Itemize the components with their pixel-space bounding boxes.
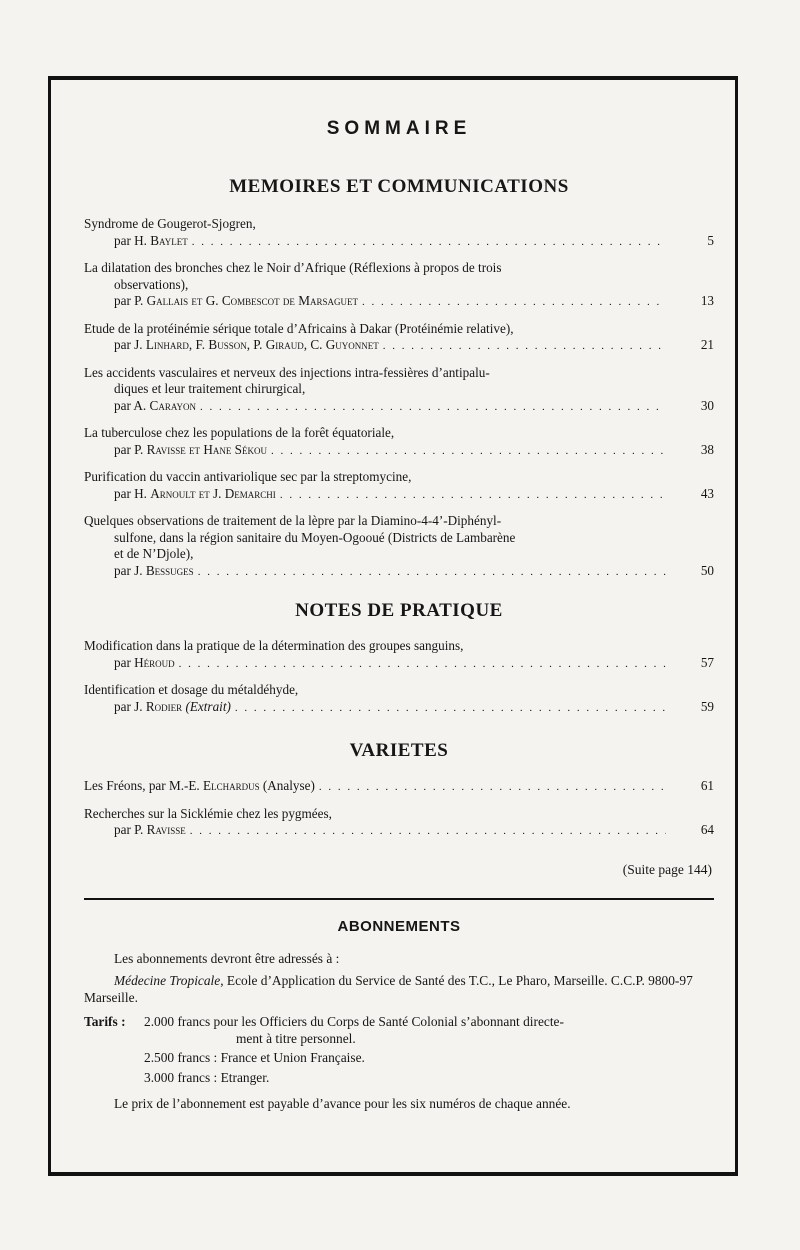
entry-by: par J. — [114, 698, 146, 714]
suite-note: (Suite page 144) — [622, 861, 712, 877]
tarif-officiers-continued: ment à titre personnel. — [236, 1030, 356, 1046]
abonnements-intro: Les abonnements devront être adressés à : — [114, 950, 340, 966]
toc-entry — [84, 513, 714, 580]
toc-entry — [84, 260, 714, 311]
entry-authors: Carayon — [149, 397, 197, 413]
entry-by: Les Fréons, par M.-E. — [84, 778, 204, 793]
entry-authors: Linhard, F. Busson, P. Giraud, C. Guyonnet — [145, 337, 379, 352]
leader-dots — [271, 443, 666, 460]
entry-by: par A. — [114, 397, 150, 413]
toc-entry — [84, 425, 714, 459]
entry-title-continued: diques et leur traitement chirurgical, — [114, 381, 306, 396]
entry-title: Purification du vaccin antivariolique sec par la streptomycine, — [84, 469, 412, 484]
tarif-etranger: 3.000 francs : Etranger. — [144, 1069, 270, 1085]
sommaire-content — [84, 116, 714, 1113]
leader-dots — [198, 564, 666, 581]
entry-title: Modification dans la pratique de la détermination des groupes sanguins, — [84, 638, 464, 653]
entry-page-number: 38 — [700, 441, 714, 457]
tarif-officiers: 2.000 francs pour les Officiers du Corps de Santé Colonial s’abonnant directe- — [144, 1014, 564, 1029]
entry-page-number: 13 — [700, 293, 714, 308]
entry-by: par — [114, 654, 135, 670]
entry-authors: Rodier — [145, 698, 183, 714]
toc-entry — [84, 469, 714, 503]
leader-dots — [190, 823, 666, 840]
entry-authors: Héroud — [134, 654, 175, 670]
entry-authors: Elchardus — [203, 778, 260, 793]
entry-authors: Ravisse — [146, 822, 186, 837]
section-title-memoires: MEMOIRES ET COMMUNICATIONS — [229, 176, 569, 197]
entry-by: par J. — [114, 337, 146, 352]
entry-by: par P. — [114, 293, 147, 308]
address-text: , Ecole d’Application du Service de Santé des T.C., Le Pharo, Marseille. C.C.P. 9800-97 Marseille. — [84, 973, 693, 1005]
entry-title: Recherches sur la Sicklémie chez les pygmées, — [84, 805, 332, 821]
entry-title: Quelques observations de traitement de la lèpre par la Diamino-4-4’-Diphényl- — [84, 513, 502, 528]
entry-authors: Ravisse et Hane Sékou — [146, 441, 267, 457]
abonnements-address — [84, 973, 714, 1006]
entry-title: La tuberculose chez les populations de la forêt équatoriale, — [84, 425, 395, 440]
abonnements-title: ABONNEMENTS — [337, 917, 461, 935]
leader-dots — [280, 487, 666, 504]
toc-entry — [84, 682, 714, 716]
leader-dots — [362, 294, 666, 311]
entry-title: La dilatation des bronches chez le Noir d’Afrique (Réflexions à propos de trois — [84, 260, 502, 275]
toc-entry — [84, 365, 714, 416]
tarif-france: 2.500 francs : France et Union Française. — [144, 1050, 365, 1065]
toc-entry — [84, 806, 714, 840]
leader-dots — [383, 338, 666, 355]
entry-by: par J. — [114, 562, 146, 578]
toc-entry — [84, 216, 714, 250]
section-title-notes: NOTES DE PRATIQUE — [295, 600, 503, 621]
leader-dots — [179, 656, 666, 673]
toc-entry — [84, 778, 714, 796]
entry-title: Identification et dosage du métaldéhyde, — [84, 682, 299, 697]
section-title-varietes: VARIETES — [349, 740, 449, 761]
entry-title-continued: sulfone, dans la région sanitaire du Moyen-Ogooué (Districts de Lambarène — [114, 529, 516, 545]
page-title: SOMMAIRE — [326, 118, 472, 139]
entry-page-number: 43 — [700, 485, 714, 501]
entry-authors: Arnoult et J. Demarchi — [150, 485, 276, 501]
entry-title-continued: observations), — [114, 276, 189, 292]
entry-by: par H. — [114, 232, 151, 248]
entry-by: par P. — [114, 441, 147, 457]
leader-dots — [319, 779, 666, 796]
entry-title: Syndrome de Gougerot-Sjogren, — [84, 216, 256, 231]
entry-title: Etude de la protéinémie sérique totale d’Africains à Dakar (Protéinémie relative), — [84, 320, 514, 336]
entry-note: (Analyse) — [262, 778, 315, 793]
entry-page-number: 21 — [700, 337, 714, 352]
leader-dots — [235, 700, 666, 717]
entry-authors: Baylet — [150, 232, 188, 248]
entry-page-number: 59 — [700, 698, 714, 714]
leader-dots — [200, 399, 666, 416]
entry-page-number: 64 — [700, 822, 714, 837]
entry-page-number: 50 — [700, 562, 714, 578]
entry-title: Les accidents vasculaires et nerveux des injections intra-fessières d’antipalu- — [84, 364, 490, 380]
entry-by: par P. — [114, 822, 147, 837]
tarifs-label: Tarifs : — [84, 1014, 126, 1029]
entry-title-continued: et de N’Djole), — [114, 546, 194, 561]
entry-page-number: 57 — [700, 654, 714, 670]
journal-name: Médecine Tropicale — [114, 973, 221, 988]
payment-note: Le prix de l’abonnement est payable d’avance pour les six numéros de chaque année. — [114, 1096, 571, 1111]
toc-entry — [84, 638, 714, 672]
entry-authors: Bessuges — [145, 562, 194, 578]
leader-dots — [192, 234, 666, 251]
divider-rule — [84, 898, 714, 900]
entry-note: (Extrait) — [185, 698, 231, 714]
entry-page-number: 61 — [700, 778, 714, 793]
entry-page-number: 30 — [700, 397, 714, 413]
entry-page-number: 5 — [707, 232, 714, 248]
entry-authors: Gallais et G. Combescot de Marsaguet — [146, 293, 358, 308]
toc-entry — [84, 321, 714, 355]
tarifs-block — [84, 1014, 714, 1086]
entry-by: par H. — [114, 485, 151, 501]
